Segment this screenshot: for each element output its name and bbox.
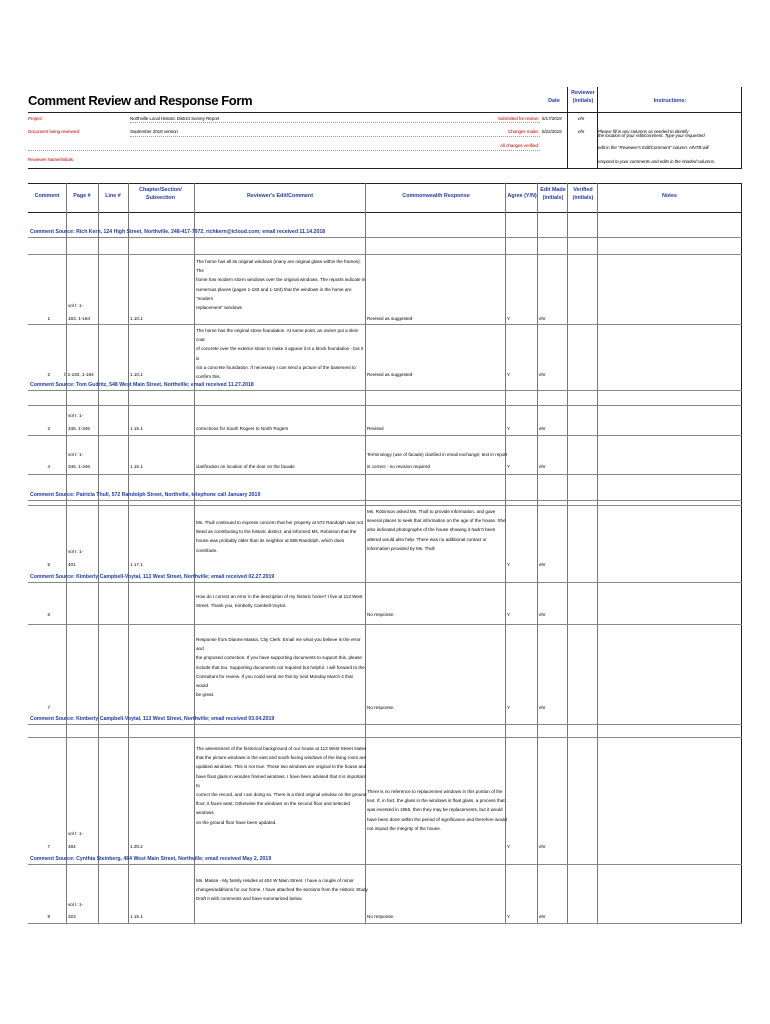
- page-cell: 183, 1-184: [68, 316, 90, 321]
- response-cell: No response.: [367, 914, 395, 919]
- reviewer-name-label: Reviewer Name/Initials:: [28, 157, 74, 162]
- page-cell: 345, 1-346: [68, 426, 90, 431]
- changes-initials: ehr: [578, 129, 585, 134]
- chapter-cell: 1.15.1: [130, 464, 143, 469]
- page-cell: vol I: 1-: [68, 452, 84, 457]
- agree-cell: Y: [507, 464, 511, 469]
- response-line: Ms. Robinson asked Ms. Thull to provide information, and gave: [367, 509, 496, 514]
- header-dotted-rule: [130, 136, 540, 137]
- comment-number: 7: [47, 705, 50, 710]
- response-line: text. If, in fact, the glass in the windows is float glass, a process that: [367, 798, 505, 804]
- reviewer-edit-cell: [196, 257, 366, 312]
- edit-line: changes/additions for our home. I have attached the sections from the Historic Study: [196, 887, 368, 893]
- response-cell: Revised as suggested: [367, 372, 413, 377]
- col-edit-made-header: Edit Made (initials): [540, 187, 566, 201]
- edit-line: Response from Dianne Massa, City Clerk: Email me what you believe is the error and: [196, 637, 361, 652]
- header-divider: [567, 87, 568, 168]
- page-cell: 401: [68, 562, 76, 567]
- reviewer-edit-cell: clarification on location of the door on the facade: [196, 464, 295, 469]
- page-cell: vol I: 1-: [68, 413, 84, 418]
- edit-line: listed as contributing to the historic district; and informed Ms. Robinson that the: [196, 529, 357, 535]
- edit-line: How do I correct an error in the description of my historic home? I live at 113 West: [196, 594, 363, 599]
- submitted-date: 5/17/2019: [542, 116, 562, 121]
- response-cell: No response.: [367, 705, 395, 710]
- chapter-cell: 1.10.1: [130, 316, 143, 321]
- col-reviewer-edit-header: Reviewer's Edit/Comment: [247, 193, 313, 199]
- edit-line: include that too. Supporting documents not required but helpful. I will forward to the: [196, 664, 365, 670]
- project-value: Northville Local Historic District Survey Report: [130, 116, 220, 121]
- response-line: several places to seek that information on the age of the house. She: [367, 518, 506, 524]
- header-bottom-rule: [28, 168, 742, 169]
- row-rule: [28, 500, 742, 501]
- edit-made-cell: ehr: [539, 562, 546, 567]
- response-cell: [367, 787, 507, 833]
- instructions-line: Please fill in any columns as needed to identify: [598, 129, 689, 134]
- row-rule: [28, 390, 742, 391]
- response-line: not impact the integrity of the house.: [367, 825, 442, 831]
- instructions-line: edit in the "Reviewer's Edit/Comment" column. HNTB will: [598, 145, 709, 150]
- chapter-cell: 1.15.1: [130, 914, 143, 919]
- date-header: Date: [548, 98, 560, 104]
- page-cell: vol I: 1-: [68, 303, 84, 308]
- edit-line: home has modern storm windows over the original windows. The reports indicate in: [196, 277, 366, 283]
- header-dotted-rule: [28, 150, 540, 151]
- reviewer-edit-cell: [196, 744, 368, 827]
- row-rule: [28, 864, 742, 865]
- edit-line: Street. Thank you, Kimberly Cambell-Voytal.: [196, 603, 287, 609]
- row-rule: [28, 474, 742, 475]
- grid-line: [66, 183, 67, 924]
- edit-line: correct the record, and I am doing so. There is a third original window on the ground: [196, 792, 367, 798]
- agree-cell: Y: [507, 914, 511, 919]
- grid-line: [741, 183, 742, 924]
- edit-line: The home has all its original windows (many are original glass within the frames). The: [196, 259, 361, 274]
- col-verified-header: Verified (initials): [572, 187, 594, 201]
- edit-line: Consultant for review. If you could send me this by next Monday March 4 that would: [196, 673, 353, 689]
- agree-cell: Y: [507, 844, 511, 849]
- col-agree-header: Agree (Y/N): [507, 193, 537, 199]
- edit-line: The assessment of the historical background of our house at 113 West Street states: [196, 746, 367, 751]
- verified-label: All changes verified:: [499, 143, 539, 148]
- edit-line: have float glass in wooden framed windows. I have been advised that it is important to: [196, 773, 366, 788]
- edit-line: of concrete over the exterior stone to make it appear it is a block foundation - but it is: [196, 346, 364, 361]
- comment-source: Comment Source: Tom Gudritz, 548 West Main Street, Northville; email received 11.27.2018: [30, 382, 254, 388]
- row-rule: [28, 254, 742, 255]
- chapter-cell: 1.15.1: [130, 426, 143, 431]
- response-line: altered would also help. There was no additional contact or: [367, 536, 487, 542]
- edit-line: Ms. Thull continued to express concern that her property at 572 Randolph was not: [196, 520, 363, 525]
- edit-line: on the ground floor have been updated.: [196, 819, 277, 825]
- edit-made-cell: ehr: [539, 426, 546, 431]
- instructions-line: respond to your comments and edits in the shaded columns.: [598, 159, 716, 164]
- grid-line: [128, 183, 129, 924]
- page-cell: vol I: 1-: [68, 549, 84, 554]
- row-rule: [28, 724, 742, 725]
- edit-made-cell: ehr: [539, 372, 546, 377]
- edit-line: that the picture windows in the east and south-facing windows of the living room are: [196, 755, 367, 761]
- document-value: September 2018 version: [130, 129, 178, 134]
- document-label: Document being reviewed:: [28, 129, 80, 134]
- instructions-line: the location of your edit/comment. Type your requested: [598, 133, 705, 138]
- page-cell: 323: [68, 914, 76, 919]
- reviewer-edit-cell: [196, 635, 366, 699]
- agree-cell: Y: [507, 372, 511, 377]
- comment-source: Comment Source: Kimberly Campbell-Voytal, 113 West Street, Northville; email received 03.04.2019: [30, 716, 275, 722]
- comment-source: Comment Source: Cynthia Steinberg, 484 West Main Street, Northville; email received May 2, 2019: [30, 856, 272, 862]
- edit-made-cell: ehr: [539, 316, 546, 321]
- form-title: Comment Review and Response Form: [28, 93, 253, 108]
- comment-number: 7: [47, 844, 50, 849]
- response-line: also indicated photographs of the house showing it hadn't been: [367, 527, 496, 533]
- chapter-cell: 1.10.1: [130, 372, 143, 377]
- edit-line: confirm this.: [196, 374, 221, 380]
- edit-made-cell: ehr: [539, 914, 546, 919]
- response-cell: Terminology (use of facade) clarified in email exchange; text in report: [367, 452, 508, 457]
- page-cell: vol I: 1-: [68, 902, 84, 907]
- row-rule: [28, 923, 742, 924]
- reviewer-edit-cell: corrections for South Rogers to North Rogers: [196, 426, 289, 431]
- edit-made-cell: ehr: [539, 464, 546, 469]
- edit-made-cell: ehr: [539, 844, 546, 849]
- edit-line: replacement" windows: [196, 305, 242, 311]
- row-rule: [28, 624, 742, 625]
- agree-cell: Y: [507, 562, 511, 567]
- edit-line: the proposed correction. If you have supporting documents to support this, please: [196, 655, 362, 661]
- col-notes-header: Notes: [662, 193, 677, 199]
- agree-cell: Y: [507, 612, 511, 617]
- edit-line: numerous places (pages 1-183 and 1-184) that the windows in the home are "modern: [196, 286, 352, 301]
- col-page-header: Page #: [73, 193, 91, 199]
- reviewer-edit-cell: [196, 592, 366, 610]
- column-header-bottom-rule: [28, 212, 742, 213]
- row-rule: [28, 324, 742, 325]
- agree-cell: Y: [507, 316, 511, 321]
- chapter-cell: 1.20.2: [130, 844, 143, 849]
- changes-label: Changes made:: [507, 129, 539, 134]
- row-rule: [28, 435, 742, 436]
- response-line: have been done within the period of significance and therefore would: [367, 816, 507, 822]
- edit-line: be great.: [196, 692, 215, 698]
- header-divider: [741, 87, 742, 168]
- comment-number: 1: [47, 316, 50, 321]
- response-cell: No response.: [367, 612, 395, 617]
- chapter-cell: 1.17.1: [130, 562, 143, 567]
- reviewer-initials-header: Reviewer (initials): [571, 90, 595, 104]
- page-cell: 345, 1-346: [68, 464, 90, 469]
- grid-line: [597, 183, 598, 924]
- submitted-initials: ehr: [578, 116, 585, 121]
- response-cell: Revised: [367, 426, 384, 431]
- comment-source: Comment Source: Patricia Thull, 572 Randolph Street, Northville, telephone call January 2019: [30, 492, 261, 498]
- col-comment-header: Comment: [34, 193, 60, 199]
- grid-line: [98, 183, 99, 924]
- page-cell: vol I: 1-: [68, 831, 84, 836]
- agree-cell: Y: [507, 705, 511, 710]
- page-cell: l: 1-183, 1-184: [64, 372, 94, 377]
- edit-line: Draft II with comments and have summarized below.: [196, 896, 303, 902]
- response-cell: is correct - no revision required: [367, 464, 431, 469]
- reviewer-edit-cell: [196, 326, 366, 381]
- edit-made-cell: ehr: [539, 612, 546, 617]
- comment-source: Comment Source: Rich Kern, 124 High Street, Northville, 248-417-7972, richkern@icloud.com; email received 11.14.2018: [30, 229, 326, 235]
- row-rule: [28, 737, 742, 738]
- col-response-header: Commonwealth Response: [402, 193, 470, 199]
- col-chapter-header: Chapter/Section/ Subsection: [139, 187, 182, 201]
- project-label: Project:: [28, 116, 43, 121]
- row-rule: [28, 582, 742, 583]
- row-rule: [28, 237, 742, 238]
- comment-number: 4: [47, 464, 50, 469]
- comment-number: 8: [47, 914, 50, 919]
- edit-line: house was probably older than its neighbor at 588 Randolph, which does contribute.: [196, 538, 345, 553]
- row-rule: [28, 505, 742, 506]
- response-line: There is no reference to replacement windows in this portion of the: [367, 789, 503, 794]
- grid-line: [537, 183, 538, 924]
- comment-source: Comment Source: Kimberly Campbell-Voytal, 113 West Street, Northville; email received 02.27.2019: [30, 574, 275, 580]
- row-rule: [28, 405, 742, 406]
- changes-date: 5/22/2019: [542, 129, 562, 134]
- reviewer-edit-cell: [196, 876, 368, 904]
- column-header-top-rule: [28, 183, 742, 184]
- comment-number: 2: [47, 426, 50, 431]
- agree-cell: Y: [507, 426, 511, 431]
- edit-line: Ms. Massa - My family resides at 404 W Main Street. I have a couple of minor: [196, 878, 354, 883]
- page-cell: 484: [68, 844, 76, 849]
- grid-line: [567, 183, 568, 924]
- response-line: information provided by Ms. Thull: [367, 545, 435, 551]
- grid-line: [194, 183, 195, 924]
- comment-number: 6: [47, 612, 50, 617]
- col-line-header: Line #: [105, 193, 121, 199]
- response-cell: Revised as suggested: [367, 316, 413, 321]
- edit-made-cell: ehr: [539, 705, 546, 710]
- title-rule: [28, 112, 742, 113]
- reviewer-edit-cell: [196, 518, 366, 555]
- comment-number: 2: [47, 372, 50, 377]
- comment-number: 5: [47, 562, 50, 567]
- instructions-header: Instructions:: [653, 98, 687, 104]
- response-line: was invented in 1955, then they may be replacements, but it would: [367, 807, 503, 813]
- response-cell: [367, 507, 507, 553]
- edit-line: floor, it faces west. Otherwise the windows on the second floor and selected windows: [196, 801, 350, 816]
- edit-line: updated windows. This is not true. Those two windows are original to the house and: [196, 764, 367, 770]
- header-dotted-rule: [130, 122, 540, 123]
- edit-line: The home has the original stone foundation. At some point, an owner put a skim coat: [196, 328, 359, 343]
- edit-line: not a concrete foundation. If necessary I can send a picture of the basement to: [196, 364, 356, 370]
- submitted-label: Submitted for review:: [497, 116, 539, 121]
